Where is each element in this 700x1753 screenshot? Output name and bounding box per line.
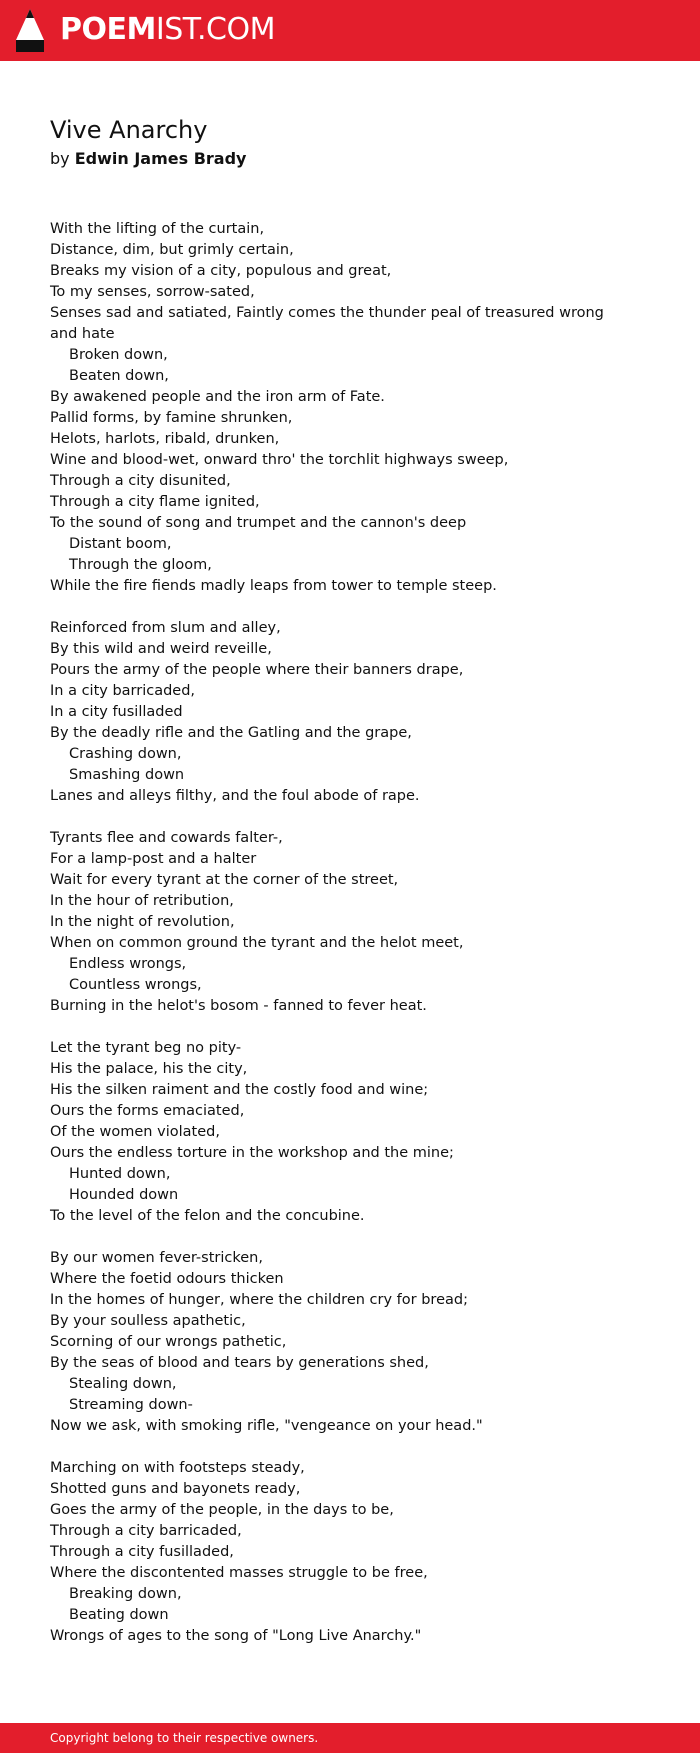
poem-line: Smashing down: [69, 767, 185, 783]
poem-line: Where the discontented masses struggle to be free,: [50, 1565, 428, 1581]
poem-line: Pallid forms, by famine shrunken,: [50, 410, 293, 426]
poem-line: In the homes of hunger, where the children cry for bread;: [50, 1292, 468, 1308]
stanza-break: [50, 807, 590, 828]
poem-line: and hate: [50, 326, 115, 342]
poem-line: Through a city flame ignited,: [50, 494, 260, 510]
poem-body: [50, 219, 604, 1647]
pencil-icon[interactable]: [16, 9, 44, 52]
poem-line: Tyrants flee and cowards falter-,: [50, 830, 283, 846]
poem-line: Of the women violated,: [50, 1124, 220, 1140]
site-footer: [0, 1723, 700, 1753]
poem-line: Endless wrongs,: [69, 956, 187, 972]
stanza-break: [50, 597, 590, 618]
by-label: by: [50, 149, 70, 168]
stanza-break: [50, 1017, 590, 1038]
poem-line: In the hour of retribution,: [50, 893, 234, 909]
poem-line: Distant boom,: [69, 536, 172, 552]
poem-line: Through a city disunited,: [50, 473, 231, 489]
stanza-break: [50, 1437, 590, 1458]
logo-bold-text: POEM: [60, 12, 156, 47]
poem-line: Goes the army of the people, in the days to be,: [50, 1502, 394, 1518]
poem-line: Countless wrongs,: [69, 977, 202, 993]
poem-line: Helots, harlots, ribald, drunken,: [50, 431, 280, 447]
poem-line: By awakened people and the iron arm of Fate.: [50, 389, 385, 405]
poem-line: Scorning of our wrongs pathetic,: [50, 1334, 287, 1350]
poem-line: By the deadly rifle and the Gatling and the grape,: [50, 725, 412, 741]
poem-line: While the fire fiends madly leaps from tower to temple steep.: [50, 578, 497, 594]
poem-line: Hunted down,: [69, 1166, 171, 1182]
poem-line: For a lamp-post and a halter: [50, 851, 257, 867]
poem-line: Burning in the helot's bosom - fanned to fever heat.: [50, 998, 427, 1014]
poem-line: To the sound of song and trumpet and the cannon's deep: [50, 515, 467, 531]
poem-line: His the palace, his the city,: [50, 1061, 248, 1077]
author-name[interactable]: Edwin James Brady: [74, 149, 247, 168]
poem-byline: [50, 148, 246, 170]
poem-line: In a city fusilladed: [50, 704, 183, 720]
poem-line: Wait for every tyrant at the corner of the street,: [50, 872, 399, 888]
poem-line: Distance, dim, but grimly certain,: [50, 242, 294, 258]
poem-line: By our women fever-stricken,: [50, 1250, 263, 1266]
copyright-text: Copyright belong to their respective owners.: [50, 1731, 319, 1745]
poem-line: To my senses, sorrow-sated,: [50, 284, 255, 300]
poem-line: Marching on with footsteps steady,: [50, 1460, 305, 1476]
poem-line: Crashing down,: [69, 746, 182, 762]
poem-line: Beaten down,: [69, 368, 169, 384]
poem-line: Breaks my vision of a city, populous and great,: [50, 263, 392, 279]
poem-line: Stealing down,: [69, 1376, 177, 1392]
stanza-break: [50, 1227, 590, 1248]
poem-line: Let the tyrant beg no pity-: [50, 1040, 242, 1056]
poem-line: Now we ask, with smoking rifle, "vengeance on your head.": [50, 1418, 483, 1434]
poem-line: When on common ground the tyrant and the helot meet,: [50, 935, 464, 951]
poem-line: Ours the endless torture in the workshop and the mine;: [50, 1145, 454, 1161]
poem-line: Shotted guns and bayonets ready,: [50, 1481, 301, 1497]
poem-line: Through the gloom,: [69, 557, 212, 573]
poem-line: Breaking down,: [69, 1586, 182, 1602]
site-header: [0, 0, 700, 61]
poem-line: Senses sad and satiated, Faintly comes the thunder peal of treasured wrong: [50, 305, 604, 321]
poem-line: By the seas of blood and tears by generations shed,: [50, 1355, 429, 1371]
poem-line: His the silken raiment and the costly food and wine;: [50, 1082, 429, 1098]
poem-line: Pours the army of the people where their banners drape,: [50, 662, 464, 678]
poem-line: In the night of revolution,: [50, 914, 235, 930]
poem-line: With the lifting of the curtain,: [50, 221, 265, 237]
site-logo[interactable]: [60, 10, 275, 50]
poem-line: Through a city fusilladed,: [50, 1544, 234, 1560]
poem-line: By your soulless apathetic,: [50, 1313, 246, 1329]
poem-line: In a city barricaded,: [50, 683, 196, 699]
poem-line: Where the foetid odours thicken: [50, 1271, 284, 1287]
poem-line: Streaming down-: [69, 1397, 193, 1413]
poem-title: Vive Anarchy: [50, 116, 208, 144]
poem-line: Reinforced from slum and alley,: [50, 620, 281, 636]
poem-line: Through a city barricaded,: [50, 1523, 242, 1539]
poem-line: Beating down: [69, 1607, 169, 1623]
poem-line: Wine and blood-wet, onward thro' the torchlit highways sweep,: [50, 452, 509, 468]
poem-line: Ours the forms emaciated,: [50, 1103, 245, 1119]
poem-line: Broken down,: [69, 347, 168, 363]
poem-line: Lanes and alleys filthy, and the foul abode of rape.: [50, 788, 420, 804]
poem-line: Hounded down: [69, 1187, 179, 1203]
poem-line: By this wild and weird reveille,: [50, 641, 272, 657]
logo-light-text: IST.COM: [155, 12, 275, 47]
poem-line: Wrongs of ages to the song of "Long Live Anarchy.": [50, 1628, 422, 1644]
poem-line: To the level of the felon and the concubine.: [50, 1208, 365, 1224]
